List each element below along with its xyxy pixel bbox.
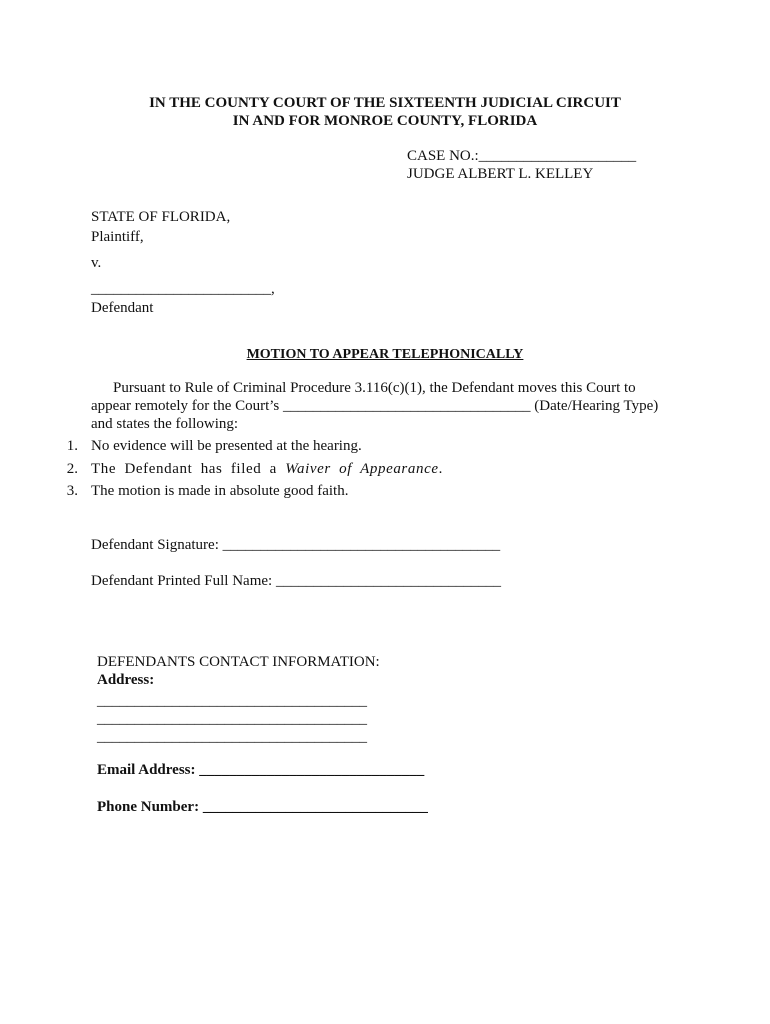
court-heading-line2: IN AND FOR MONROE COUNTY, FLORIDA	[232, 113, 538, 129]
list-text: The motion is made in absolute good faith.	[91, 483, 349, 499]
waiver-of-appearance: Waiver of Appearance	[285, 461, 439, 477]
body-line-2: appear remotely for the Court’s _________________________________ (Date/Hearing Type)	[91, 398, 659, 414]
case-number: CASE NO.:_____________________	[407, 148, 637, 164]
list-number: 3.	[66, 483, 78, 499]
defendant-printed-name-line: Defendant Printed Full Name: ______________________________	[91, 573, 501, 589]
defendant-signature-line: Defendant Signature: _____________________________________	[91, 537, 501, 553]
address-line-2: ____________________________________	[97, 711, 367, 727]
list-text: No evidence will be presented at the hearing.	[91, 438, 362, 454]
list-text	[91, 460, 443, 478]
list-number: 2.	[66, 461, 78, 477]
defendant-name-blank: ________________________,	[91, 281, 275, 297]
list-text-suffix: .	[438, 461, 443, 477]
body-line-1: Pursuant to Rule of Criminal Procedure 3.116(c)(1), the Defendant moves this Court to	[113, 380, 636, 396]
address-line-3: ____________________________________	[97, 729, 367, 745]
plaintiff-name: STATE OF FLORIDA,	[91, 209, 231, 225]
address-line-1: ____________________________________	[97, 693, 367, 709]
body-line-3: and states the following:	[91, 416, 239, 432]
list-text-prefix: The Defendant has filed a	[91, 461, 286, 477]
email-address-line: Email Address: ______________________________	[97, 762, 425, 778]
court-heading-line1: IN THE COUNTY COURT OF THE SIXTEENTH JUDICIAL CIRCUIT	[149, 95, 621, 111]
list-number: 1.	[66, 438, 78, 454]
contact-heading: DEFENDANTS CONTACT INFORMATION:	[97, 654, 380, 670]
motion-title: MOTION TO APPEAR TELEPHONICALLY	[246, 347, 524, 362]
plaintiff-label: Plaintiff,	[91, 229, 144, 245]
phone-number-line: Phone Number: ______________________________	[97, 799, 428, 815]
judge-name: JUDGE ALBERT L. KELLEY	[407, 166, 594, 182]
versus: v.	[91, 255, 102, 271]
address-label: Address:	[97, 672, 155, 688]
defendant-label: Defendant	[91, 300, 154, 316]
